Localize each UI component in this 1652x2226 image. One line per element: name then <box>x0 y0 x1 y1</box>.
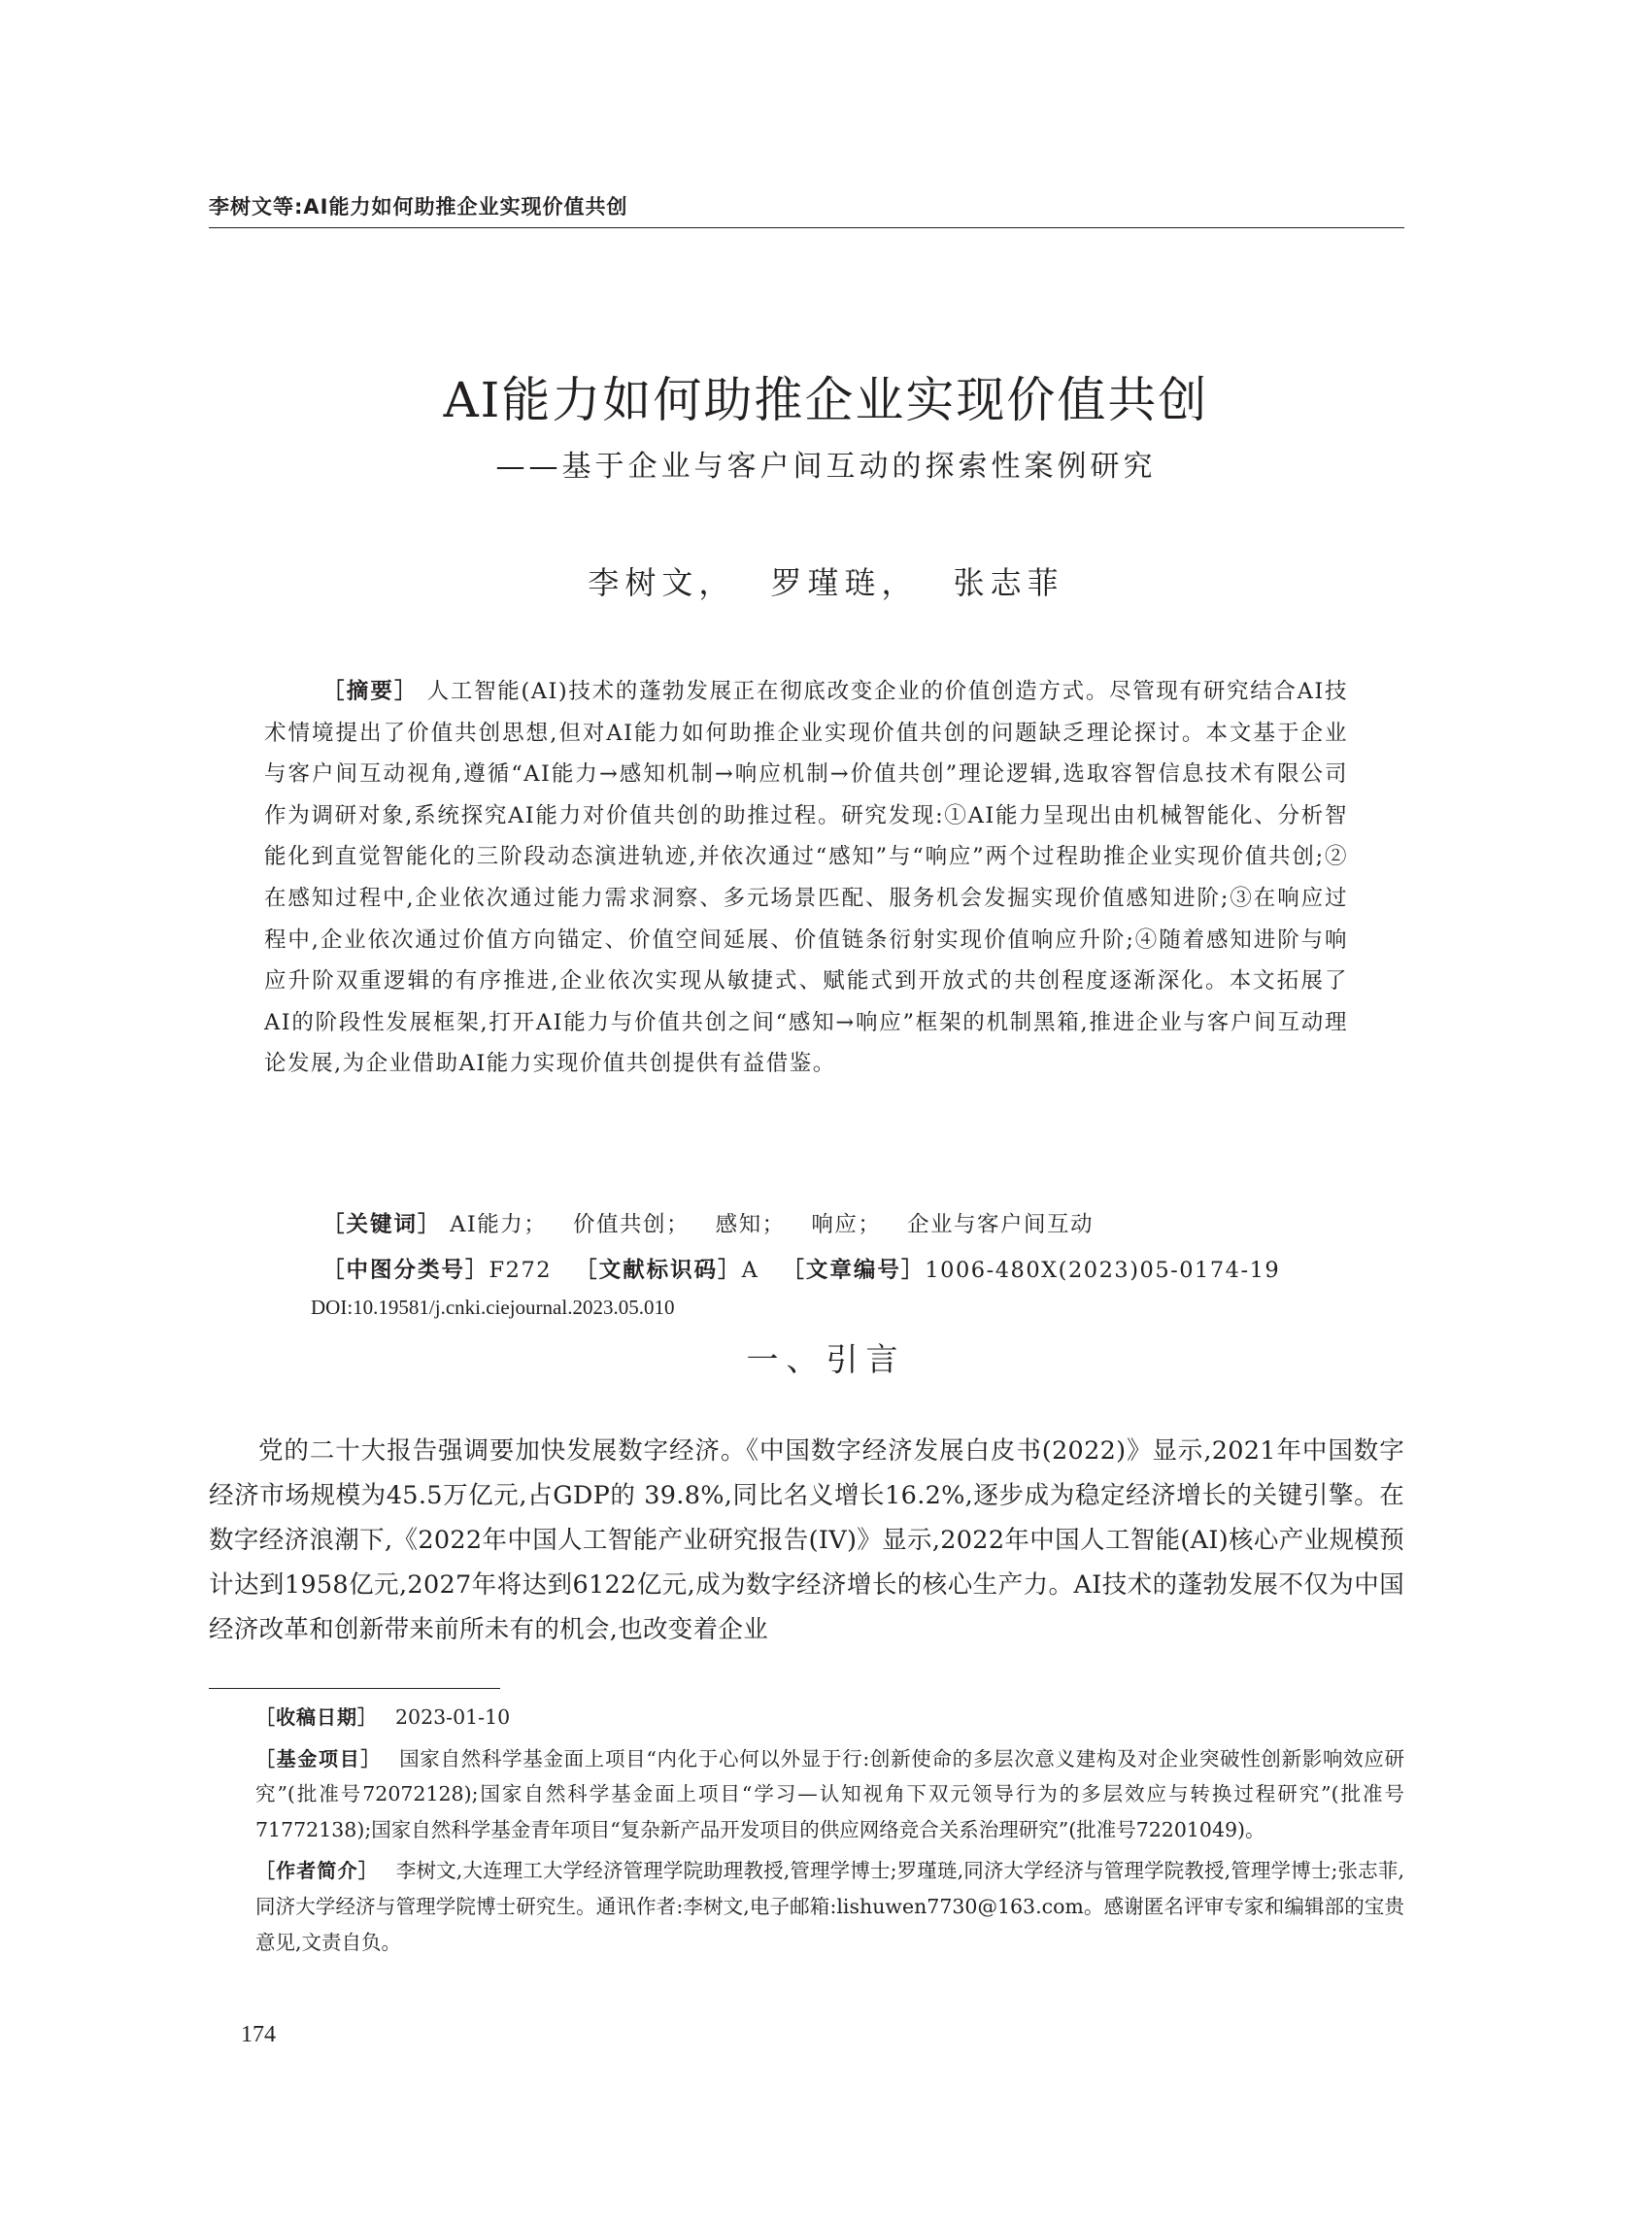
clc-value: F272 <box>489 1258 553 1283</box>
author-label: ［作者简介］ <box>255 1859 379 1883</box>
keyword: 企业与客户间互动 <box>906 1212 1094 1237</box>
footnote-rule <box>209 1688 500 1689</box>
clc-label: ［中图分类号］ <box>322 1258 489 1283</box>
keyword: 响应； <box>811 1212 882 1237</box>
keyword: 感知； <box>715 1212 786 1237</box>
section-heading: 一、引言 <box>746 1340 906 1378</box>
keywords-line <box>322 1207 1111 1238</box>
doc-code-value: A <box>741 1258 759 1283</box>
paper-subtitle: ——基于企业与客户间互动的探索性案例研究 <box>495 450 1157 484</box>
article-number-label: ［文章编号］ <box>782 1258 926 1283</box>
author-list: 李树文， 罗瑾琏， 张志菲 <box>588 564 1064 601</box>
classification-line <box>322 1253 1280 1284</box>
received-label: ［收稿日期］ <box>255 1705 378 1729</box>
footnote-author <box>209 1853 1404 1960</box>
article-number-value: 1006-480X(2023)05-0174-19 <box>925 1258 1281 1283</box>
abstract <box>264 671 1348 1085</box>
fund-label: ［基金项目］ <box>255 1746 383 1771</box>
received-value: 2023-01-10 <box>395 1705 511 1729</box>
doc-code-label: ［文献标识码］ <box>575 1258 742 1283</box>
body-paragraph: 党的二十大报告强调要加快发展数字经济。《中国数字经济发展白皮书(2022)》显示,2021年中国数字经济市场规模为45.5万亿元,占GDP的 39.8%,同比名义增长16.2%,逐步成为稳定经济增长的关键引擎。在数字经济浪潮下,《2022年中国人工智能产业研究报告(IV)》显示,2022年中国人工智能(AI)核心产业规模预计达到1958亿元,2027年将达到6122亿元,成为数字经济增长的核心生产力。AI技术的蓬勃发展不仅为中国经济改革和创新带来前所未有的机会,也改变着企业 <box>209 1436 1404 1644</box>
header-rule <box>209 227 1404 228</box>
keyword: AI能力； <box>450 1212 548 1237</box>
paper-title: AI能力如何助推企业实现价值共创 <box>443 372 1209 428</box>
keyword: 价值共创； <box>572 1212 690 1237</box>
footnotes <box>209 1700 1404 1966</box>
running-head: 李树文等:AI能力如何助推企业实现价值共创 <box>209 195 628 219</box>
author-value: 李树文,大连理工大学经济管理学院助理教授,管理学博士;罗瑾琏,同济大学经济与管理学院教授,管理学博士;张志菲,同济大学经济与管理学院博士研究生。通讯作者:李树文,电子邮箱:lishuwen7730@163.com。感谢匿名评审专家和编辑部的宝贵意见,文责自负。 <box>255 1859 1404 1954</box>
page-number: 174 <box>241 2022 276 2047</box>
fund-value: 国家自然科学基金面上项目“内化于心何以外显于行:创新使命的多层次意义建构及对企业突破性创新影响效应研究”(批准号72072128);国家自然科学基金面上项目“学习—认知视角下双元领导行为的多层效应与转换过程研究”(批准号71772138);国家自然科学基金青年项目“复杂新产品开发项目的供应网络竞合关系治理研究”(批准号72201049)。 <box>255 1746 1404 1841</box>
abstract-text: 人工智能(AI)技术的蓬勃发展正在彻底改变企业的价值创造方式。尽管现有研究结合AI技术情境提出了价值共创思想,但对AI能力如何助推企业实现价值共创的问题缺乏理论探讨。本文基于企业与客户间互动视角,遵循“AI能力→感知机制→响应机制→价值共创”理论逻辑,选取容智信息技术有限公司作为调研对象,系统探究AI能力对价值共创的助推过程。研究发现:①AI能力呈现出由机械智能化、分析智能化到直觉智能化的三阶段动态演进轨迹,并依次通过“感知”与“响应”两个过程助推企业实现价值共创;②在感知过程中,企业依次通过能力需求洞察、多元场景匹配、服务机会发掘实现价值感知进阶;③在响应过程中,企业依次通过价值方向锚定、价值空间延展、价值链条衍射实现价值响应升阶;④随着感知进阶与响应升阶双重逻辑的有序推进,企业依次实现从敏捷式、赋能式到开放式的共创程度逐渐深化。本文拓展了AI的阶段性发展框架,打开AI能力与价值共创之间“感知→响应”框架的机制黑箱,推进企业与客户间互动理论发展,为企业借助AI能力实现价值共创提供有益借鉴。 <box>264 679 1348 1077</box>
keywords-label: ［关键词］ <box>322 1212 442 1237</box>
footnote-fund <box>209 1741 1404 1848</box>
doi: DOI:10.19581/j.cnki.ciejournal.2023.05.010 <box>311 1296 675 1319</box>
footnote-received <box>209 1700 1404 1736</box>
abstract-label: ［摘要］ <box>322 679 419 704</box>
